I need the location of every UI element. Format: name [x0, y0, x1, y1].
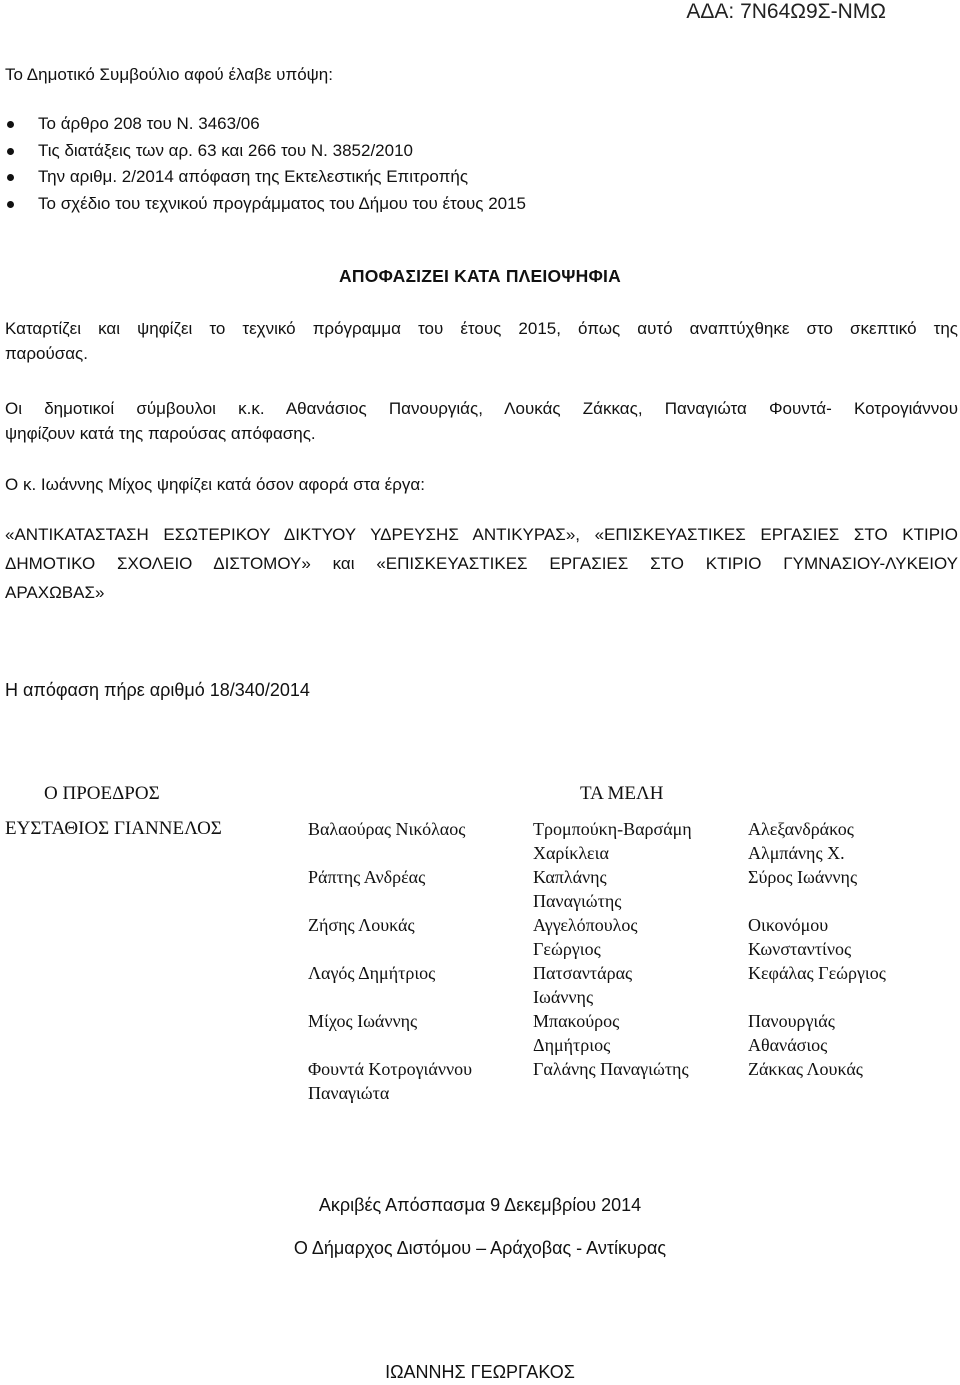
bullet-icon — [7, 121, 14, 128]
list-item: Τις διατάξεις των αρ. 63 και 266 του Ν. 3852/2010 — [0, 138, 526, 165]
president-title: Ο ΠΡΟΕΔΡΟΣ — [44, 783, 160, 804]
member-name: Μίχος Ιωάννης — [308, 1011, 418, 1031]
member-name: Ζήσης Λουκάς — [308, 915, 415, 935]
considerations-list — [0, 111, 526, 217]
members-title: ΤΑ ΜΕΛΗ — [580, 783, 664, 804]
paragraph-program: Καταρτίζει και ψηφίζει το τεχνικό πρόγραμμα του έτους 2015, όπως αυτό αναπτύχθηκε στο σκεπτικό της παρούσας. — [5, 319, 958, 363]
bullet-icon — [7, 201, 14, 208]
member-name: Τρομπούκη-Βαρσάμη Χαρίκλεια — [533, 819, 692, 863]
bullet-icon — [7, 174, 14, 181]
paragraph-dissent: Οι δημοτικοί σύμβουλοι κ.κ. Αθανάσιος Πανουργιάς, Λουκάς Ζάκκας, Παναγιώτα Φουντά- Κοτρογιάννου ψηφίζουν κατά της παρούσας απόφασης. — [5, 399, 958, 443]
member-name: Λαγός Δημήτριος — [308, 963, 436, 983]
list-item: Το σχέδιο του τεχνικού προγράμματος του Δήμου του έτους 2015 — [0, 191, 526, 218]
member-name: Αγγελόπουλος Γεώργιος — [533, 915, 638, 959]
intro-text: Το Δημοτικό Συμβούλιο αφού έλαβε υπόψη: — [5, 65, 333, 84]
member-name: Οικονόμου Κωνσταντίνος — [748, 915, 852, 959]
member-name: Ζάκκας Λουκάς — [748, 1059, 863, 1079]
member-name: Βαλαούρας Νικόλαος — [308, 819, 466, 839]
member-name: Ράπτης Ανδρέας — [308, 867, 426, 887]
decides-heading: ΑΠΟΦΑΣΙΖΕΙ ΚΑΤΑ ΠΛΕΙΟΨΗΦΙΑ — [339, 266, 621, 286]
ada-code: ΑΔΑ: 7Ν64Ω9Σ-ΝΜΩ — [686, 0, 886, 23]
member-name: Σύρος Ιωάννης — [748, 867, 858, 887]
list-item: Το άρθρο 208 του Ν. 3463/06 — [0, 111, 526, 138]
exact-extract-date: Ακριβές Απόσπασμα 9 Δεκεμβρίου 2014 — [318, 1195, 642, 1215]
member-name: Αλεξανδράκος Αλμπάνης Χ. — [748, 819, 854, 863]
decision-number: Η απόφαση πήρε αριθμό 18/340/2014 — [5, 680, 310, 700]
member-name: Καπλάνης Παναγιώτης — [533, 867, 622, 911]
mayor-title: Ο Δήμαρχος Διστόμου – Αράχοβας - Αντίκυρας — [293, 1238, 667, 1258]
member-name: Πατσαντάρας Ιωάννης — [533, 963, 633, 1007]
bullet-icon — [7, 148, 14, 155]
member-name: Κεφάλας Γεώργιος — [748, 963, 886, 983]
paragraph-michos: Ο κ. Ιωάννης Μίχος ψηφίζει κατά όσον αφορά στα έργα: — [5, 475, 425, 494]
president-name: ΕΥΣΤΑΘΙΟΣ ΓΙΑΝΝΕΛΟΣ — [5, 818, 222, 839]
member-name: Πανουργιάς Αθανάσιος — [748, 1011, 835, 1055]
paragraph-projects: «ΑΝΤΙΚΑΤΑΣΤΑΣΗ ΕΣΩΤΕΡΙΚΟΥ ΔΙΚΤΥΟΥ ΥΔΡΕΥΣΗΣ ΑΝΤΙΚΥΡΑΣ», «ΕΠΙΣΚΕΥΑΣΤΙΚΕΣ ΕΡΓΑΣΙΕΣ ΣΤΟ ΚΤΙΡΙΟ ΔΗΜΟΤΙΚΟ ΣΧΟΛΕΙΟ ΔΙΣΤΟΜΟΥ» και «ΕΠΙΣΚΕΥΑΣΤΙΚΕΣ ΕΡΓΑΣΙΕΣ ΣΤΟ ΚΤΙΡΙΟ ΓΥΜΝΑΣΙΟΥ-ΛΥΚΕΙΟΥ ΑΡΑΧΩΒΑΣ» — [5, 525, 958, 602]
list-item: Την αριθμ. 2/2014 απόφαση της Εκτελεστικής Επιτροπής — [0, 164, 526, 191]
member-name: Μπακούρος Δημήτριος — [533, 1011, 620, 1055]
signer-name: ΙΩΑΝΝΗΣ ΓΕΩΡΓΑΚΟΣ — [385, 1362, 575, 1382]
member-name: Φουντά Κοτρογιάννου Παναγιώτα — [308, 1059, 473, 1103]
member-name: Γαλάνης Παναγιώτης — [533, 1059, 689, 1079]
